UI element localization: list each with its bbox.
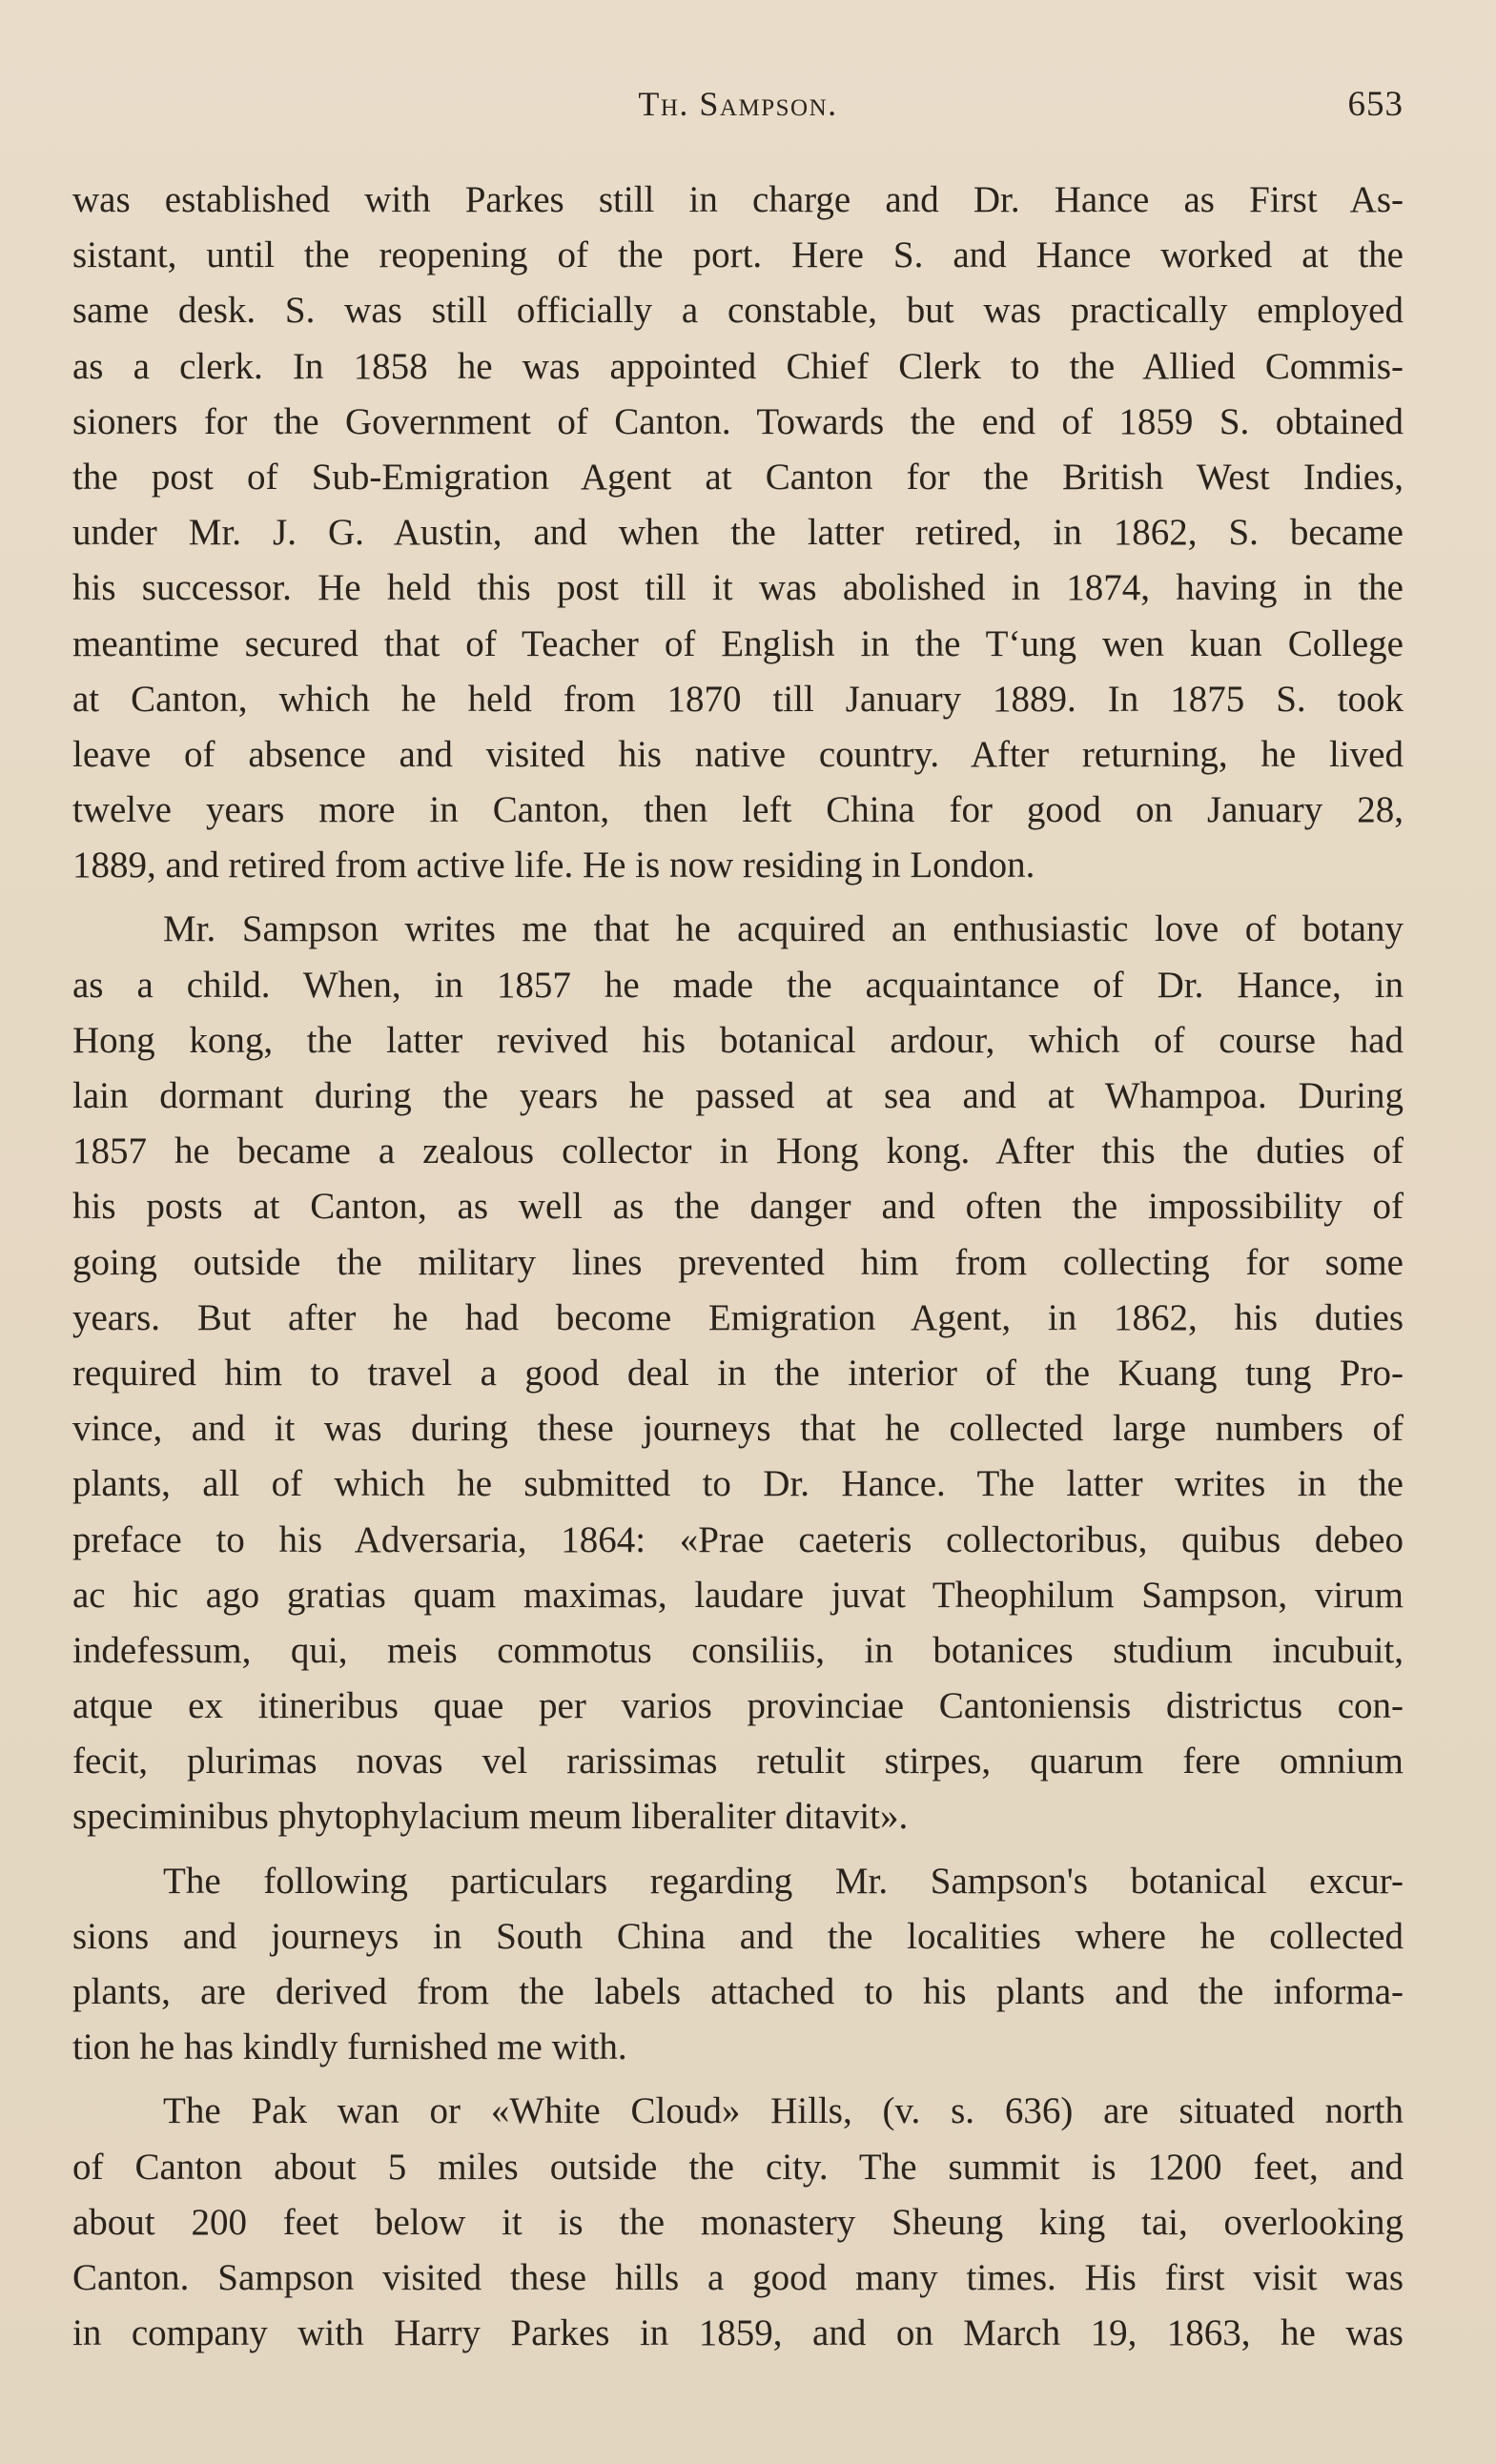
text-line: about 200 feet below it is the monastery Sheung king tai, overlooking — [72, 2201, 1404, 2243]
text-line: meantime secured that of Teacher of English in the Tʻung wen kuan College — [72, 622, 1404, 664]
text-line: Mr. Sampson writes me that he acquired an enthusiastic love of botany — [163, 908, 1404, 950]
running-title: Th. Sampson. — [638, 85, 838, 123]
body-text — [72, 173, 1404, 2370]
text-line: plants, are derived from the labels attached to his plants and the informa- — [72, 1971, 1404, 2012]
text-line: indefessum, qui, meis commotus consiliis, in botanices studium incubuit, — [72, 1629, 1404, 1671]
text-line: in company with Harry Parkes in 1859, and on March 19, 1863, he was — [72, 2312, 1404, 2354]
text-line: Hong kong, the latter revived his botanical ardour, which of course had — [72, 1019, 1404, 1061]
text-line: twelve years more in Canton, then left China for good on January 28, — [72, 789, 1404, 831]
text-line: the post of Sub-Emigration Agent at Canton for the British West Indies, — [72, 456, 1404, 498]
text-line: lain dormant during the years he passed at sea and at Whampoa. During — [72, 1075, 1404, 1116]
text-line: leave of absence and visited his native country. After returning, he lived — [72, 733, 1404, 775]
text-line: his posts at Canton, as well as the danger and often the impossibility of — [72, 1186, 1404, 1228]
text-line: years. But after he had become Emigration Agent, in 1862, his duties — [72, 1296, 1404, 1338]
paragraph-2 — [72, 902, 1404, 1844]
text-line: The Pak wan or «White Cloud» Hills, (v. s. 636) are situated north — [163, 2090, 1404, 2132]
text-line: 1889, and retired from active life. He is now residing in London. — [72, 845, 1035, 886]
text-line: Canton. Sampson visited these hills a good many times. His first visit was — [72, 2256, 1404, 2298]
text-line: at Canton, which he held from 1870 till January 1889. In 1875 S. took — [72, 678, 1404, 720]
text-line: The following particulars regarding Mr. Sampson's botanical excur- — [163, 1860, 1404, 1902]
text-line: as a clerk. In 1858 he was appointed Chief Clerk to the Allied Commis- — [72, 345, 1404, 387]
text-line: under Mr. J. G. Austin, and when the latter retired, in 1862, S. became — [72, 512, 1404, 554]
text-line: his successor. He held this post till it was abolished in 1874, having in the — [72, 567, 1404, 609]
text-line: going outside the military lines prevented him from collecting for some — [72, 1241, 1404, 1283]
text-line: fecit, plurimas novas vel rarissimas retulit stirpes, quarum fere omnium — [72, 1741, 1404, 1782]
text-line: sioners for the Government of Canton. Towards the end of 1859 S. obtained — [72, 400, 1404, 442]
text-line: same desk. S. was still officially a constable, but was practically employed — [72, 290, 1404, 332]
text-line: 1857 he became a zealous collector in Hong kong. After this the duties of — [72, 1130, 1404, 1172]
text-line: plants, all of which he submitted to Dr. Hance. The latter writes in the — [72, 1463, 1404, 1505]
page-header — [72, 84, 1404, 130]
text-line: of Canton about 5 miles outside the city. The summit is 1200 feet, and — [72, 2146, 1404, 2188]
text-line: ac hic ago gratias quam maximas, laudare juvat Theophilum Sampson, virum — [72, 1574, 1404, 1616]
text-line: speciminibus phytophylacium meum liberaliter ditavit». — [72, 1796, 909, 1838]
text-line: preface to his Adversaria, 1864: «Prae caeteris collectoribus, quibus debeo — [72, 1518, 1404, 1560]
text-line: vince, and it was during these journeys that he collected large numbers of — [72, 1408, 1404, 1450]
text-line: tion he has kindly furnished me with. — [72, 2026, 627, 2068]
text-line: was established with Parkes still in charge and Dr. Hance as First As- — [72, 179, 1404, 220]
paragraph-4 — [72, 2084, 1404, 2361]
text-line: required him to travel a good deal in the interior of the Kuang tung Pro- — [72, 1352, 1404, 1394]
paragraph-3 — [72, 1854, 1404, 2076]
text-line: sions and journeys in South China and the localities where he collected — [72, 1915, 1404, 1957]
text-line: as a child. When, in 1857 he made the acquaintance of Dr. Hance, in — [72, 964, 1404, 1006]
page-number: 653 — [1347, 85, 1404, 124]
text-line: atque ex itineribus quae per varios provinciae Cantoniensis districtus con- — [72, 1685, 1404, 1727]
text-line: sistant, until the reopening of the port. Here S. and Hance worked at the — [72, 234, 1404, 276]
paragraph-1 — [72, 173, 1404, 893]
